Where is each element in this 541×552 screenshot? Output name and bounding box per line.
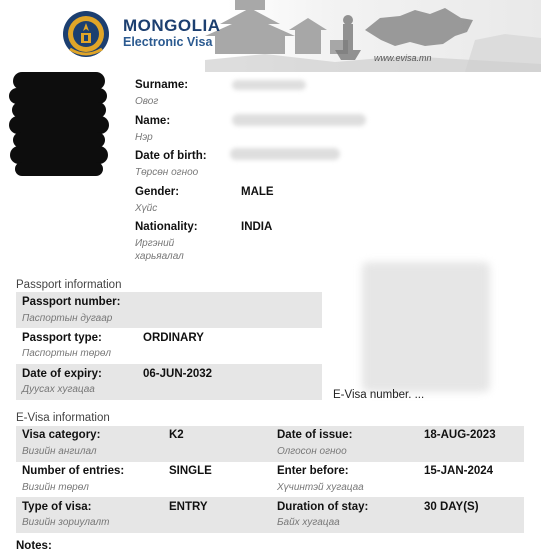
site-url: www.evisa.mn (374, 53, 432, 63)
name-label: Name: (135, 115, 171, 127)
name-value-redacted (232, 114, 366, 126)
mongolia-emblem-icon (62, 9, 110, 59)
duration-value: 30 DAY(S) (424, 501, 479, 513)
surname-sublabel: Овог (135, 96, 159, 107)
redacted-qr-code (362, 262, 490, 392)
entries-value: SINGLE (169, 465, 212, 477)
passport-expiry-label: Date of expiry: (22, 368, 102, 380)
visa-category-sublabel: Визийн ангилал (22, 446, 97, 457)
landmarks-illustration (205, 0, 541, 72)
passport-type-label: Passport type: (22, 332, 102, 344)
dob-label: Date of birth: (135, 150, 207, 162)
visa-category-value: K2 (169, 429, 184, 441)
dob-value-redacted (230, 148, 340, 160)
nationality-value: INDIA (241, 221, 273, 233)
redacted-photo (7, 70, 111, 182)
issue-date-sublabel: Олгосон огноо (277, 446, 347, 457)
gender-value: MALE (241, 186, 274, 198)
surname-label: Surname: (135, 79, 189, 91)
issue-date-label: Date of issue: (277, 429, 353, 441)
passport-expiry-value: 06-JUN-2032 (143, 368, 213, 380)
app-title: MONGOLIA (123, 16, 221, 35)
evisa-section-title: E-Visa information (16, 412, 110, 424)
passport-number-label: Passport number: (22, 296, 121, 308)
gender-sublabel: Хүйс (135, 203, 158, 214)
gender-label: Gender: (135, 186, 180, 198)
visa-type-value: ENTRY (169, 501, 208, 513)
passport-number-sublabel: Паспортын дугаар (22, 313, 113, 324)
visa-type-label: Type of visa: (22, 501, 92, 513)
enter-before-value: 15-JAN-2024 (424, 465, 494, 477)
nationality-label: Nationality: (135, 221, 198, 233)
visa-category-label: Visa category: (22, 429, 101, 441)
name-sublabel: Нэр (135, 132, 153, 143)
issue-date-value: 18-AUG-2023 (424, 429, 496, 441)
duration-sublabel: Байх хугацаа (277, 517, 340, 528)
surname-value-redacted (232, 80, 306, 90)
duration-label: Duration of stay: (277, 501, 369, 513)
header-banner (0, 0, 541, 72)
enter-before-sublabel: Хүчинтэй хугацаа (277, 482, 364, 493)
passport-section-title: Passport information (16, 279, 122, 291)
entries-sublabel: Визийн төрөл (22, 482, 89, 493)
notes-label: Notes: (16, 540, 52, 552)
enter-before-label: Enter before: (277, 465, 349, 477)
passport-type-value: ORDINARY (143, 332, 204, 344)
passport-expiry-sublabel: Дуусах хугацаа (22, 384, 95, 395)
nationality-sublabel-1: Иргэний (135, 238, 175, 249)
visa-type-sublabel: Визийн зориулалт (22, 517, 110, 528)
evisa-number-label: E-Visa number. ... (333, 389, 425, 401)
entries-label: Number of entries: (22, 465, 125, 477)
passport-type-sublabel: Паспортын төрөл (22, 348, 112, 359)
dob-sublabel: Төрсөн огноо (135, 167, 199, 178)
nationality-sublabel-2: харьяалал (135, 251, 184, 262)
app-subtitle: Electronic Visa (123, 35, 213, 49)
